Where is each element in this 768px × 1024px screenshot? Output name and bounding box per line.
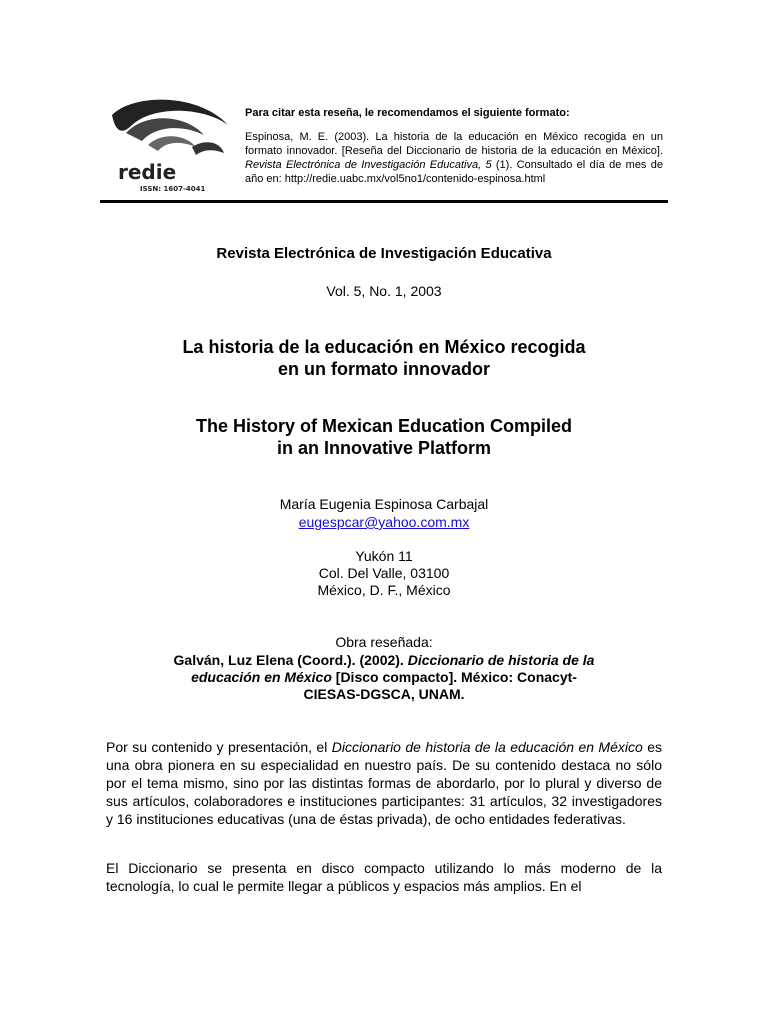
- citation-box: [245, 106, 663, 186]
- svg-text:ISSN: 1607-4041: ISSN: 1607-4041: [140, 185, 206, 193]
- journal-name: Revista Electrónica de Investigación Educativa: [216, 245, 552, 262]
- citation-text: [245, 130, 663, 186]
- title-english: [100, 415, 668, 459]
- reviewed-work-publisher: CIESAS-DGSCA, UNAM.: [303, 686, 465, 702]
- author-email-link[interactable]: eugespcar@yahoo.com.mx: [298, 514, 470, 530]
- address-line: Col. Del Valle, 03100: [318, 565, 450, 581]
- title-english-line: in an Innovative Platform: [276, 438, 492, 458]
- body-paragraph-1: [106, 738, 662, 828]
- author-block: [100, 495, 668, 531]
- reviewed-work-author: Galván, Luz Elena (Coord.). (2002).: [173, 652, 408, 668]
- paragraph-text: es una obra pionera en su especialidad en nuestro país. De su contenido destaca no sólo por el tema mismo, sino por las distintas formas de abordarlo, por lo plural y diverso de sus artículos, colaboradores e instituciones participantes: 31 artículos, 32 investigadores y 16 instituciones educativas (una de éstas privada), de ocho entidades federativas.: [106, 739, 662, 827]
- reviewed-work-title: educación en México: [191, 669, 332, 685]
- reviewed-work-label: Obra reseñada:: [335, 634, 433, 650]
- svg-text:redie: redie: [118, 160, 177, 184]
- header-divider: [100, 200, 668, 203]
- address-line: México, D. F., México: [317, 582, 451, 598]
- body-paragraph-2: El Diccionario se presenta en disco compacto utilizando lo más moderno de la tecnología, lo cual le permite llegar a públicos y espacios más amplios. En el: [106, 860, 662, 894]
- title-spanish: [100, 336, 668, 380]
- citation-journal: Revista Electrónica de Investigación Educativa, 5: [245, 159, 492, 171]
- author-name: María Eugenia Espinosa Carbajal: [279, 496, 489, 512]
- volume-info: Vol. 5, No. 1, 2003: [326, 283, 442, 299]
- title-spanish-line: en un formato innovador: [277, 359, 490, 379]
- citation-text-part1: Espinosa, M. E. (2003). La historia de la educación en México recogida en un formato innovador. [Reseña del Diccionario de historia de la educación en México].: [245, 131, 663, 157]
- author-address: [100, 548, 668, 599]
- paragraph-text: Por su contenido y presentación, el: [106, 739, 332, 755]
- citation-text-part2: (1). Consultado el día de mes de año en: http://redie.uabc.mx/vol5no1/contenido-espinosa.html: [245, 159, 663, 185]
- redie-logo: [104, 95, 234, 195]
- reviewed-work-title: Diccionario de historia de la: [407, 652, 595, 668]
- citation-heading: Para citar esta reseña, le recomendamos el siguiente formato:: [245, 107, 570, 119]
- reviewed-work-publisher: [Disco compacto]. México: Conacyt-: [331, 669, 577, 685]
- paragraph-italic-title: Diccionario de historia de la educación en México: [331, 739, 643, 755]
- title-spanish-line: La historia de la educación en México recogida: [182, 337, 586, 357]
- redie-logo-swoosh-icon: [104, 95, 234, 195]
- address-line: Yukón 11: [355, 548, 413, 564]
- title-english-line: The History of Mexican Education Compiled: [195, 416, 573, 436]
- reviewed-work-reference: [100, 652, 668, 703]
